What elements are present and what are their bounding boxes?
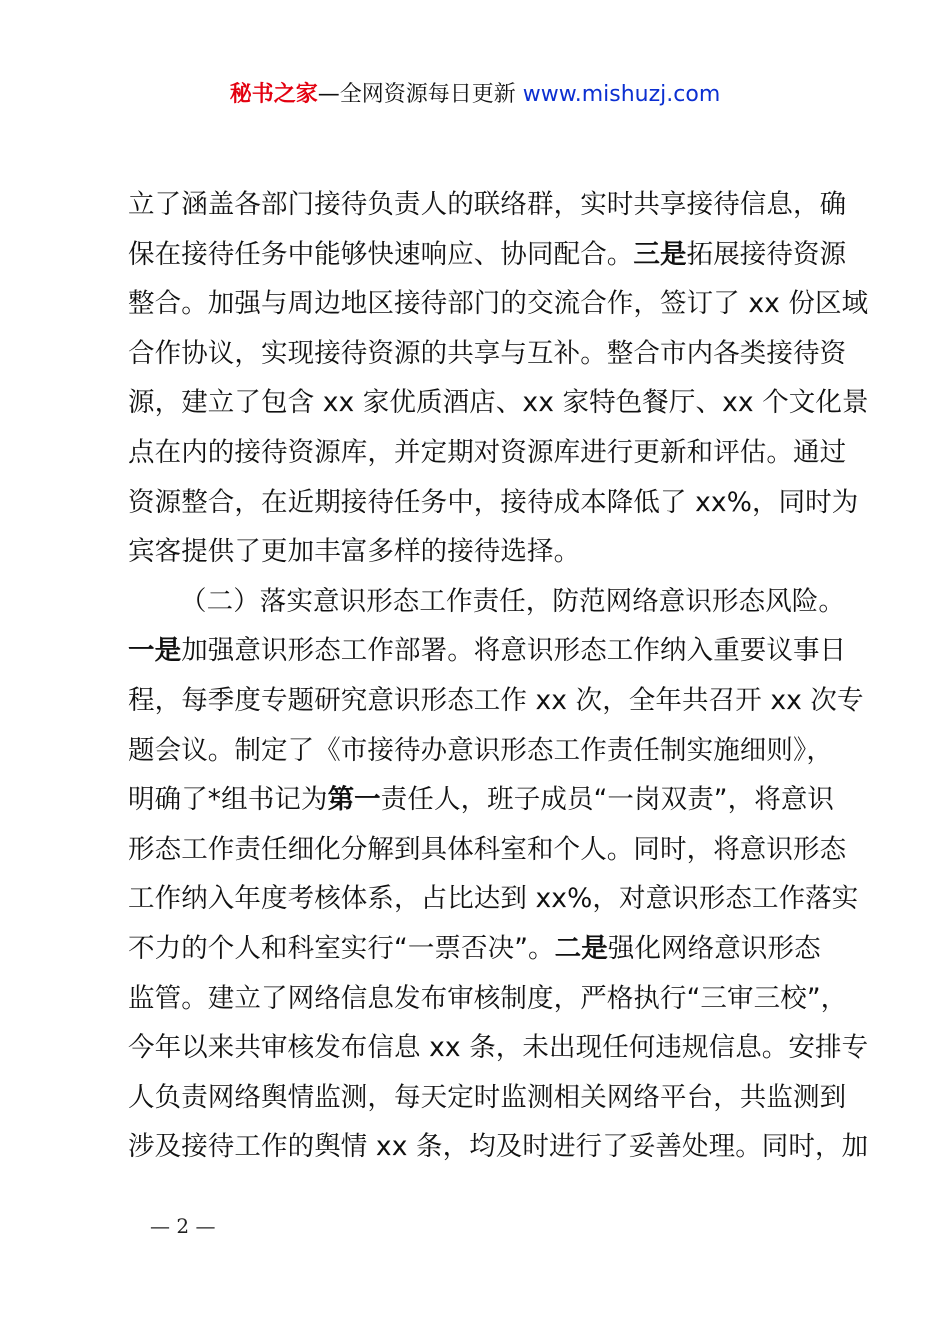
text-line: [128, 378, 869, 428]
bold-text-segment: 二是: [554, 932, 608, 964]
page-number: — 2 —: [150, 1214, 216, 1238]
text-line: [128, 974, 848, 1024]
text-segment: 人负责网络舆情监测，每天定时监测相关网络平台，共监测到: [128, 1081, 847, 1113]
site-header: [0, 80, 950, 110]
text-line: [128, 180, 847, 230]
text-line: [128, 478, 859, 528]
bold-text-segment: 三是: [633, 238, 687, 270]
text-segment: 形态工作责任细化分解到具体科室和个人。同时，将意识形态: [128, 833, 847, 865]
bold-text-segment: 一是: [128, 635, 182, 667]
text-segment: 合作协议，实现接待资源的共享与互补。整合市内各类接待资: [128, 337, 847, 369]
text-segment: 题会议。制定了《市接待办意识形态工作责任制实施细则》，: [128, 734, 833, 766]
text-segment: 程，每季度专题研究意识形态工作 xx 次，全年共召开 xx 次专: [128, 684, 864, 716]
text-line: [128, 924, 838, 974]
text-segment: 强化网络意识形态: [607, 932, 821, 964]
text-segment: 今年以来共审核发布信息 xx 条，未出现任何违规信息。安排专: [128, 1032, 869, 1064]
text-segment: 宾客提供了更加丰富多样的接待选择。: [128, 536, 581, 568]
bold-text-segment: 第一: [327, 784, 381, 816]
text-line: [128, 279, 869, 329]
text-segment: 监管。建立了网络信息发布审核制度，严格执行“三审三校”，: [128, 982, 848, 1014]
text-segment: 涉及接待工作的舆情 xx 条，均及时进行了妥善处理。同时，加: [128, 1131, 869, 1163]
text-line: [128, 577, 845, 627]
text-line: [128, 676, 864, 726]
document-body: [128, 180, 869, 1172]
text-segment: 整合。加强与周边地区接待部门的交流合作，签订了 xx 份区域: [128, 288, 869, 320]
text-segment: 点在内的接待资源库，并定期对资源库进行更新和评估。通过: [128, 436, 847, 468]
text-segment: 保在接待任务中能够快速响应、协同配合。: [128, 238, 634, 270]
brand-name: 秘书之家: [229, 82, 318, 107]
text-line: [128, 874, 859, 924]
text-line: [128, 775, 838, 825]
text-line: [128, 1023, 869, 1073]
text-segment: 立了涵盖各部门接待负责人的联络群，实时共享接待信息，确: [128, 189, 847, 220]
text-line: [128, 626, 847, 676]
text-line: [128, 527, 838, 577]
text-line: [128, 726, 838, 776]
text-line: [128, 1073, 847, 1123]
text-line: [128, 428, 847, 478]
text-segment: 工作纳入年度考核体系，占比达到 xx%，对意识形态工作落实: [128, 883, 859, 915]
text-segment: 拓展接待资源: [686, 238, 847, 270]
text-segment: 明确了*组书记为: [128, 784, 328, 816]
text-line: [128, 1122, 869, 1172]
text-line: [128, 329, 847, 379]
header-tagline: —全网资源每日更新: [317, 82, 523, 107]
text-segment: 不力的个人和科室实行“一票否决”。: [128, 932, 555, 964]
text-segment: 源，建立了包含 xx 家优质酒店、xx 家特色餐厅、xx 个文化景: [128, 387, 869, 419]
text-segment: 资源整合，在近期接待任务中，接待成本降低了 xx%，同时为: [128, 486, 859, 518]
text-segment: （二）落实意识形态工作责任，防范网络意识形态风险。: [180, 585, 845, 617]
text-line: [128, 825, 847, 875]
site-url-link[interactable]: www.mishuzj.com: [522, 82, 721, 107]
text-segment: 加强意识形态工作部署。将意识形态工作纳入重要议事日: [181, 635, 847, 667]
text-line: [128, 230, 847, 280]
text-segment: 责任人，班子成员“一岗双责”，将意识: [380, 784, 835, 816]
